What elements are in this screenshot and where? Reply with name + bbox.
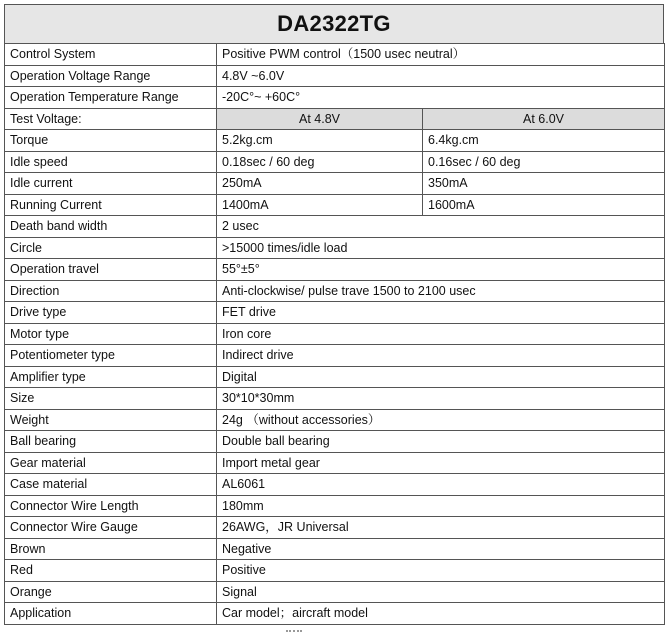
spec-label: Ball bearing <box>5 431 217 453</box>
table-row <box>5 216 665 238</box>
spec-value: Iron core <box>217 323 665 345</box>
spec-value-4v8: 0.18sec / 60 deg <box>217 151 423 173</box>
table-row <box>5 259 665 281</box>
table-row <box>5 151 665 173</box>
spec-label: Death band width <box>5 216 217 238</box>
spec-value-4v8: 250mA <box>217 173 423 195</box>
table-row <box>5 194 665 216</box>
spec-label: Amplifier type <box>5 366 217 388</box>
spec-label: Idle current <box>5 173 217 195</box>
spec-value: >15000 times/idle load <box>217 237 665 259</box>
table-row <box>5 388 665 410</box>
spec-label: Operation Temperature Range <box>5 87 217 109</box>
spec-value: Signal <box>217 581 665 603</box>
spec-label: Gear material <box>5 452 217 474</box>
table-row <box>5 603 665 625</box>
table-row <box>5 173 665 195</box>
spec-label: Connector Wire Gauge <box>5 517 217 539</box>
spec-label: Brown <box>5 538 217 560</box>
spec-value: Indirect drive <box>217 345 665 367</box>
page-edge-mark <box>286 630 302 638</box>
table-row <box>5 302 665 324</box>
table-row <box>5 581 665 603</box>
spec-value-4v8: 1400mA <box>217 194 423 216</box>
spec-value: 55°±5° <box>217 259 665 281</box>
spec-value: Anti-clockwise/ pulse trave 1500 to 2100 usec <box>217 280 665 302</box>
spec-value: Positive PWM control（1500 usec neutral） <box>217 44 665 66</box>
spec-value: Car model；aircraft model <box>217 603 665 625</box>
spec-label: Orange <box>5 581 217 603</box>
spec-value-4v8: 5.2kg.cm <box>217 130 423 152</box>
spec-value: Negative <box>217 538 665 560</box>
spec-value-6v0: 350mA <box>423 173 665 195</box>
spec-label: Motor type <box>5 323 217 345</box>
table-row <box>5 452 665 474</box>
spec-title: DA2322TG <box>4 4 664 43</box>
spec-label: Running Current <box>5 194 217 216</box>
table-row <box>5 65 665 87</box>
table-row <box>5 431 665 453</box>
spec-value: Import metal gear <box>217 452 665 474</box>
spec-label: Connector Wire Length <box>5 495 217 517</box>
spec-rows-general <box>5 216 665 625</box>
voltage-column-header: At 4.8V <box>217 108 423 130</box>
spec-value: -20C°~ +60C° <box>217 87 665 109</box>
table-row <box>5 366 665 388</box>
spec-value-6v0: 6.4kg.cm <box>423 130 665 152</box>
spec-label: Case material <box>5 474 217 496</box>
spec-value: 30*10*30mm <box>217 388 665 410</box>
spec-label: Control System <box>5 44 217 66</box>
spec-label: Size <box>5 388 217 410</box>
spec-value: 4.8V ~6.0V <box>217 65 665 87</box>
spec-value: 24g （without accessories） <box>217 409 665 431</box>
spec-label: Torque <box>5 130 217 152</box>
spec-label: Idle speed <box>5 151 217 173</box>
table-row <box>5 409 665 431</box>
voltage-column-header: At 6.0V <box>423 108 665 130</box>
table-row <box>5 44 665 66</box>
table-row <box>5 517 665 539</box>
spec-label: Drive type <box>5 302 217 324</box>
spec-value: 26AWG，JR Universal <box>217 517 665 539</box>
table-row <box>5 538 665 560</box>
table-row <box>5 87 665 109</box>
table-row <box>5 345 665 367</box>
spec-value: Double ball bearing <box>217 431 665 453</box>
spec-value: Positive <box>217 560 665 582</box>
table-row <box>5 280 665 302</box>
table-row <box>5 130 665 152</box>
spec-sheet <box>4 4 664 625</box>
spec-label: Application <box>5 603 217 625</box>
spec-value: 180mm <box>217 495 665 517</box>
spec-label: Operation Voltage Range <box>5 65 217 87</box>
spec-label: Potentiometer type <box>5 345 217 367</box>
spec-label: Weight <box>5 409 217 431</box>
table-row <box>5 237 665 259</box>
spec-value: Digital <box>217 366 665 388</box>
spec-value-6v0: 1600mA <box>423 194 665 216</box>
table-row <box>5 323 665 345</box>
test-voltage-label: Test Voltage: <box>5 108 217 130</box>
spec-label: Operation travel <box>5 259 217 281</box>
spec-table <box>4 43 665 625</box>
table-row <box>5 495 665 517</box>
spec-value: 2 usec <box>217 216 665 238</box>
spec-value-6v0: 0.16sec / 60 deg <box>423 151 665 173</box>
table-row <box>5 474 665 496</box>
test-voltage-row <box>5 108 665 130</box>
spec-value: FET drive <box>217 302 665 324</box>
table-row <box>5 560 665 582</box>
spec-value: AL6061 <box>217 474 665 496</box>
spec-label: Red <box>5 560 217 582</box>
spec-label: Direction <box>5 280 217 302</box>
spec-label: Circle <box>5 237 217 259</box>
